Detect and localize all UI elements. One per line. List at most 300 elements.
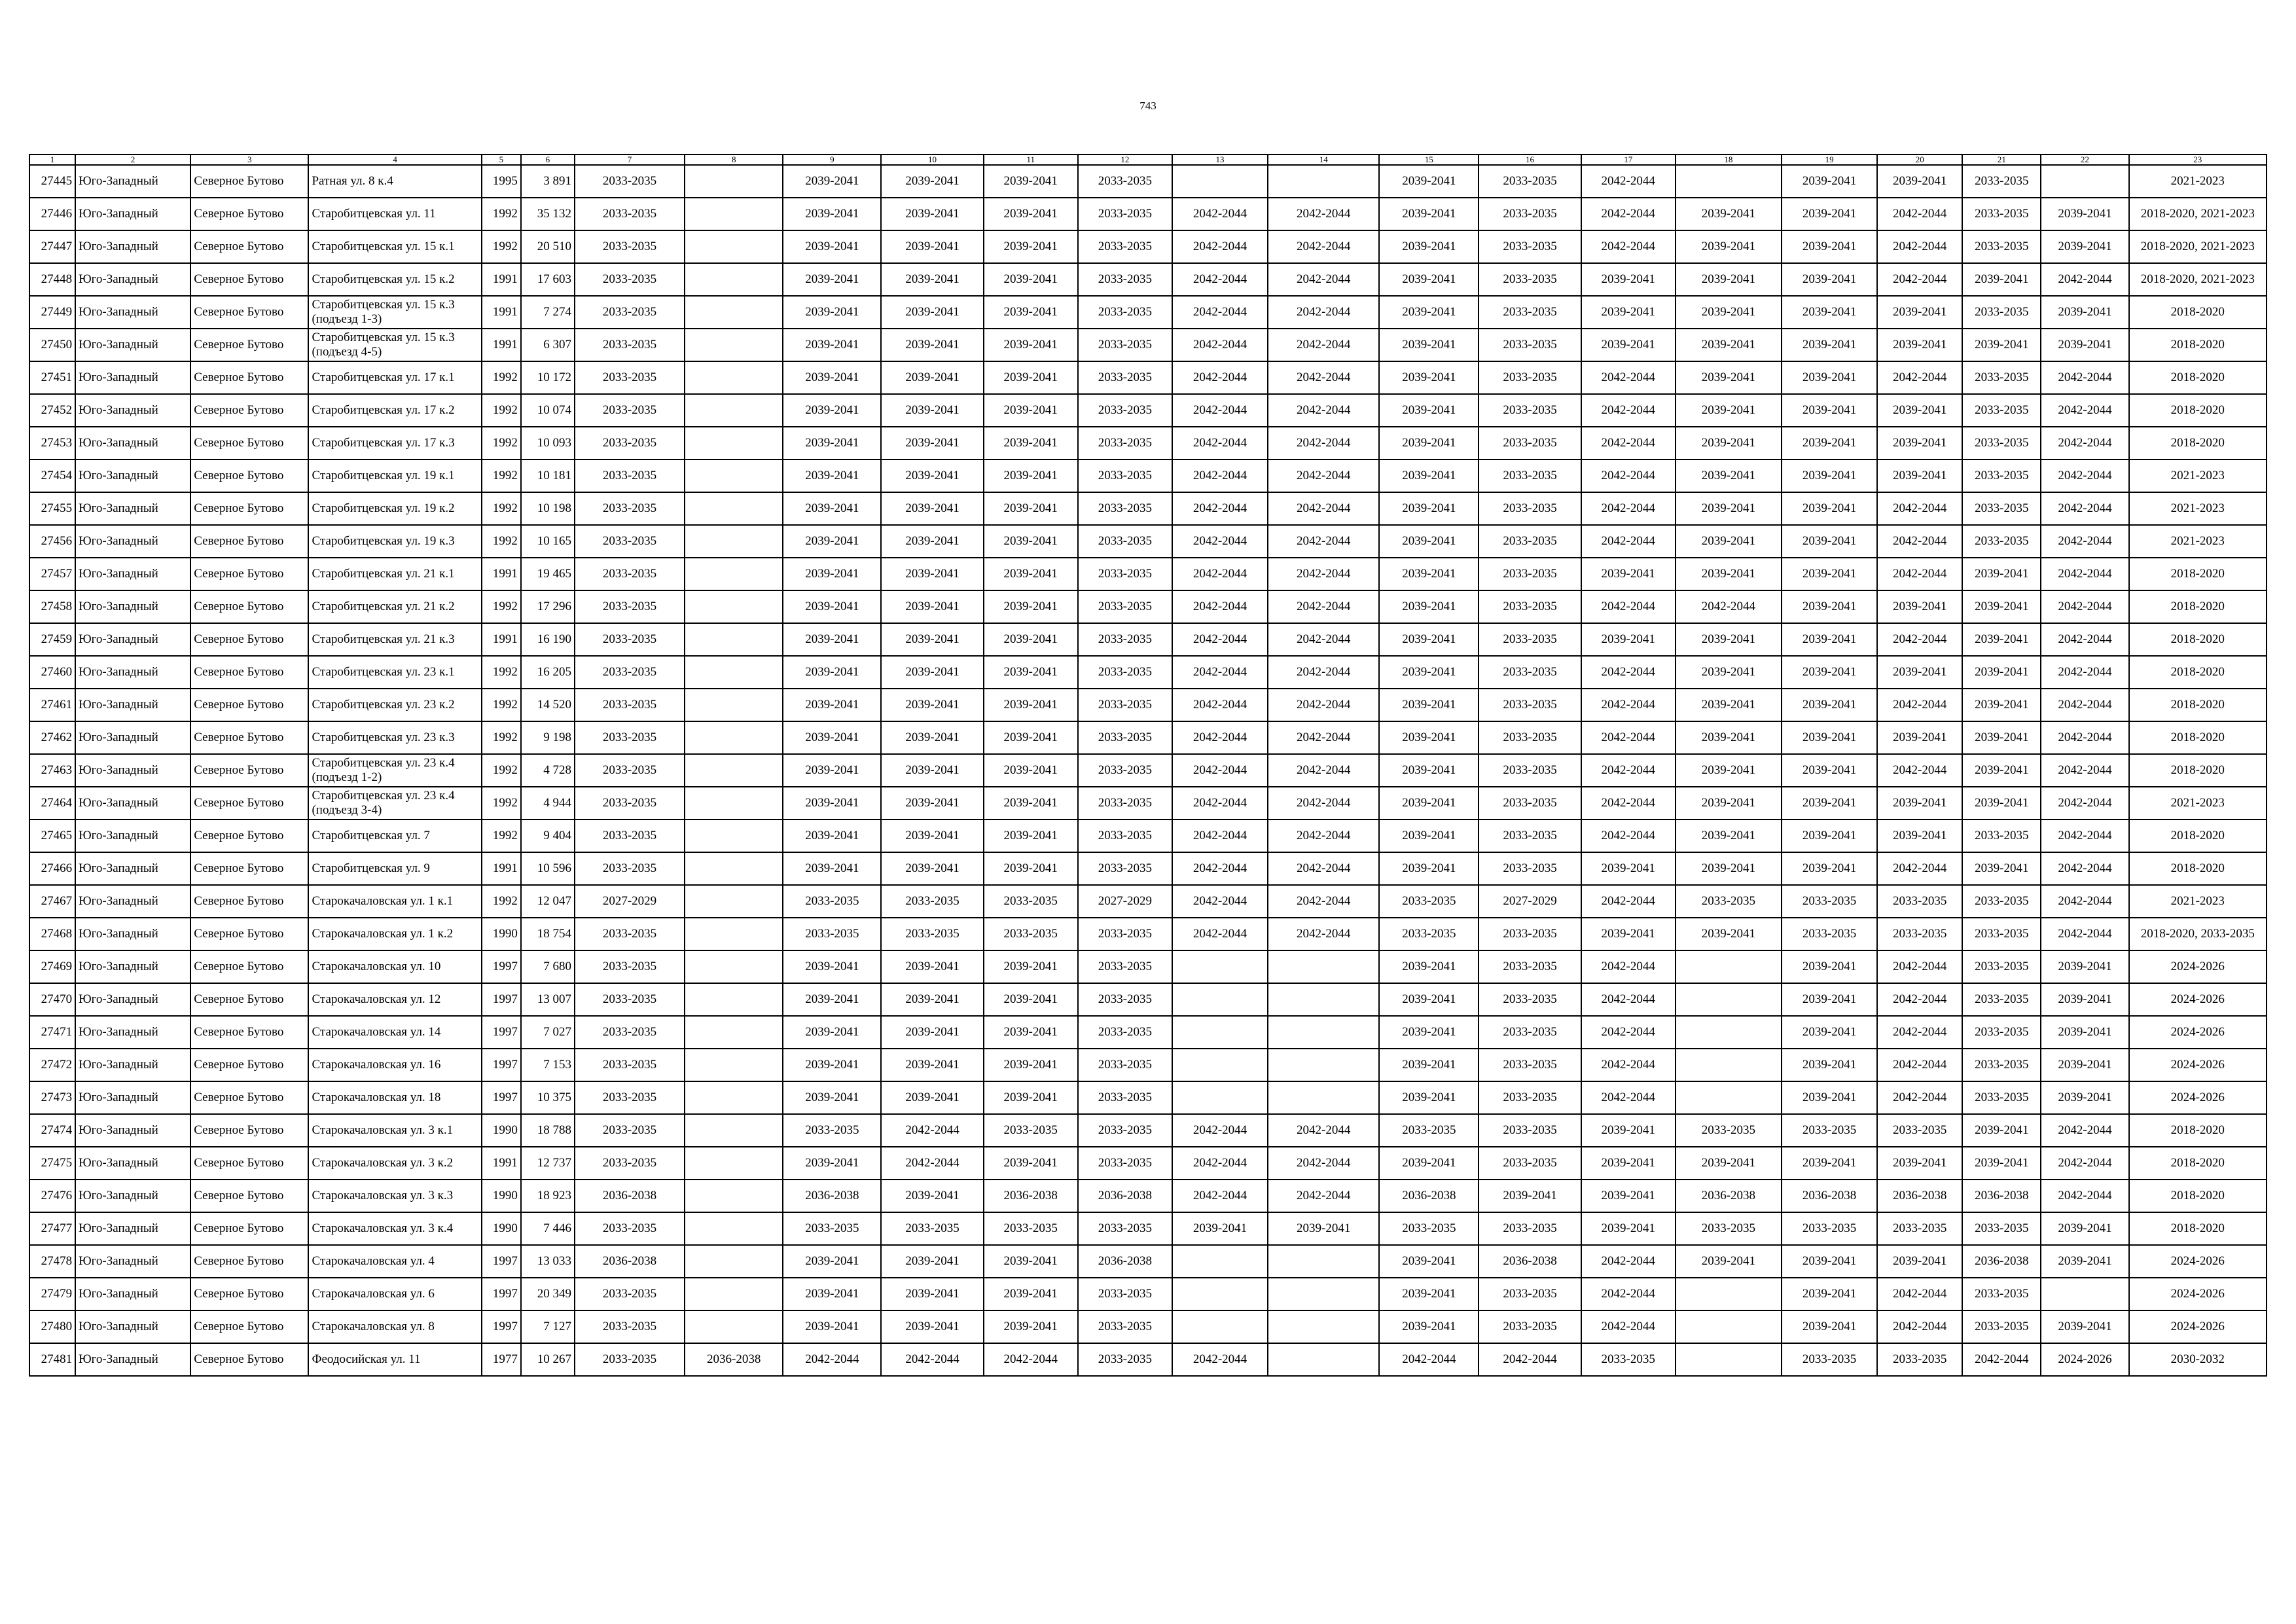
period-cell: 2042-2044	[1172, 623, 1268, 656]
period-cell: 2039-2041	[1379, 590, 1479, 623]
period-cell: 2042-2044	[1581, 885, 1676, 918]
period-cell: 2039-2041	[1676, 623, 1782, 656]
period-cell: 2033-2035	[1379, 1114, 1479, 1147]
period-cell	[1268, 165, 1379, 198]
table-row	[29, 1016, 2267, 1049]
period-cell: 2033-2035	[575, 1310, 685, 1343]
period-cell: 2039-2041	[1782, 263, 1877, 296]
period-cell: 2039-2041	[1782, 754, 1877, 787]
period-cell: 2042-2044	[1172, 1114, 1268, 1147]
period-cell: 2039-2041	[1877, 427, 1962, 460]
table-row	[29, 1081, 2267, 1114]
period-cell: 2018-2020, 2033-2035	[2129, 918, 2267, 950]
period-cell: 2042-2044	[1172, 525, 1268, 558]
period-cell: 2033-2035	[1479, 754, 1581, 787]
period-cell: 2042-2044	[1268, 852, 1379, 885]
year-built-cell: 1991	[482, 329, 521, 361]
period-cell: 2042-2044	[2041, 361, 2128, 394]
area-cell: Северное Бутово	[190, 950, 308, 983]
period-cell: 2042-2044	[1877, 1278, 1962, 1310]
row-id-cell: 27457	[29, 558, 75, 590]
area-value-cell: 18 923	[521, 1180, 575, 1212]
period-cell	[685, 885, 783, 918]
year-built-cell: 1991	[482, 558, 521, 590]
period-cell	[1172, 983, 1268, 1016]
period-cell: 2042-2044	[1268, 361, 1379, 394]
year-built-cell: 1991	[482, 296, 521, 329]
area-value-cell: 7 680	[521, 950, 575, 983]
period-cell: 2042-2044	[1581, 460, 1676, 492]
period-cell: 2039-2041	[2041, 198, 2128, 230]
period-cell: 2024-2026	[2129, 1016, 2267, 1049]
period-cell	[1172, 1081, 1268, 1114]
period-cell	[1676, 165, 1782, 198]
period-cell: 2039-2041	[1581, 1180, 1676, 1212]
period-cell: 2033-2035	[1479, 1212, 1581, 1245]
year-built-cell: 1991	[482, 852, 521, 885]
address-cell: Старокачаловская ул. 1 к.2	[308, 918, 481, 950]
period-cell: 2033-2035	[1479, 427, 1581, 460]
area-value-cell: 18 754	[521, 918, 575, 950]
period-cell: 2039-2041	[1676, 296, 1782, 329]
area-cell: Северное Бутово	[190, 1114, 308, 1147]
district-cell: Юго-Западный	[75, 623, 190, 656]
period-cell: 2039-2041	[1581, 918, 1676, 950]
period-cell: 2042-2044	[1172, 1180, 1268, 1212]
year-built-cell: 1991	[482, 1147, 521, 1180]
table-row	[29, 656, 2267, 689]
period-cell: 2033-2035	[1078, 820, 1172, 852]
address-cell: Старокачаловская ул. 3 к.4	[308, 1212, 481, 1245]
period-cell	[1268, 1049, 1379, 1081]
year-built-cell: 1992	[482, 525, 521, 558]
district-cell: Юго-Западный	[75, 787, 190, 820]
district-cell: Юго-Западный	[75, 1049, 190, 1081]
period-cell: 2039-2041	[1379, 230, 1479, 263]
period-cell: 2042-2044	[1877, 689, 1962, 721]
period-cell: 2033-2035	[1479, 492, 1581, 525]
period-cell: 2039-2041	[1782, 1147, 1877, 1180]
period-cell: 2018-2020	[2129, 656, 2267, 689]
period-cell: 2042-2044	[1172, 329, 1268, 361]
period-cell: 2039-2041	[1676, 558, 1782, 590]
period-cell: 2042-2044	[1581, 590, 1676, 623]
period-cell: 2039-2041	[2041, 983, 2128, 1016]
district-cell: Юго-Западный	[75, 950, 190, 983]
period-cell: 2036-2038	[1877, 1180, 1962, 1212]
period-cell	[685, 165, 783, 198]
period-cell: 2042-2044	[2041, 721, 2128, 754]
period-cell: 2036-2038	[1479, 1245, 1581, 1278]
period-cell: 2033-2035	[1962, 950, 2041, 983]
district-cell: Юго-Западный	[75, 590, 190, 623]
period-cell: 2033-2035	[1379, 885, 1479, 918]
column-number-header: 7	[575, 154, 685, 165]
area-value-cell: 4 944	[521, 787, 575, 820]
row-id-cell: 27464	[29, 787, 75, 820]
area-value-cell: 13 007	[521, 983, 575, 1016]
period-cell	[685, 230, 783, 263]
year-built-cell: 1992	[482, 689, 521, 721]
column-number-header: 14	[1268, 154, 1379, 165]
address-cell: Старобитцевская ул. 23 к.2	[308, 689, 481, 721]
period-cell: 2033-2035	[1479, 361, 1581, 394]
period-cell: 2039-2041	[783, 230, 881, 263]
year-built-cell: 1990	[482, 1212, 521, 1245]
district-cell: Юго-Западный	[75, 721, 190, 754]
period-cell: 2039-2041	[1962, 590, 2041, 623]
period-cell: 2018-2020	[2129, 1212, 2267, 1245]
table-row	[29, 721, 2267, 754]
area-value-cell: 9 404	[521, 820, 575, 852]
district-cell: Юго-Западный	[75, 460, 190, 492]
year-built-cell: 1997	[482, 1049, 521, 1081]
period-cell: 2033-2035	[984, 885, 1078, 918]
row-id-cell: 27480	[29, 1310, 75, 1343]
period-cell: 2039-2041	[1379, 820, 1479, 852]
table-row	[29, 918, 2267, 950]
period-cell: 2039-2041	[984, 1278, 1078, 1310]
period-cell: 2039-2041	[881, 590, 983, 623]
period-cell: 2033-2035	[575, 394, 685, 427]
period-cell: 2039-2041	[984, 754, 1078, 787]
period-cell: 2036-2038	[575, 1180, 685, 1212]
period-cell: 2033-2035	[1479, 165, 1581, 198]
period-cell: 2042-2044	[1268, 656, 1379, 689]
year-built-cell: 1991	[482, 623, 521, 656]
period-cell	[1172, 1049, 1268, 1081]
period-cell: 2042-2044	[1172, 492, 1268, 525]
period-cell: 2042-2044	[1581, 394, 1676, 427]
period-cell: 2033-2035	[1479, 525, 1581, 558]
period-cell: 2042-2044	[1379, 1343, 1479, 1376]
period-cell: 2039-2041	[783, 394, 881, 427]
area-value-cell: 20 510	[521, 230, 575, 263]
area-cell: Северное Бутово	[190, 918, 308, 950]
period-cell: 2042-2044	[2041, 590, 2128, 623]
year-built-cell: 1990	[482, 1180, 521, 1212]
period-cell: 2039-2041	[1379, 165, 1479, 198]
period-cell: 2033-2035	[1782, 1343, 1877, 1376]
period-cell: 2018-2020	[2129, 329, 2267, 361]
period-cell: 2042-2044	[1268, 623, 1379, 656]
period-cell: 2036-2038	[1078, 1245, 1172, 1278]
column-number-header: 20	[1877, 154, 1962, 165]
column-number-header: 10	[881, 154, 983, 165]
period-cell	[2041, 1278, 2128, 1310]
period-cell	[685, 492, 783, 525]
address-cell: Феодосийская ул. 11	[308, 1343, 481, 1376]
period-cell: 2039-2041	[881, 820, 983, 852]
period-cell: 2039-2041	[1782, 590, 1877, 623]
period-cell: 2033-2035	[1078, 1081, 1172, 1114]
district-cell: Юго-Западный	[75, 689, 190, 721]
address-cell: Старобитцевская ул. 11	[308, 198, 481, 230]
period-cell: 2042-2044	[2041, 656, 2128, 689]
period-cell: 2042-2044	[1172, 296, 1268, 329]
area-value-cell: 10 267	[521, 1343, 575, 1376]
period-cell: 2033-2035	[1479, 983, 1581, 1016]
column-number-header: 15	[1379, 154, 1479, 165]
period-cell: 2033-2035	[575, 1343, 685, 1376]
period-cell: 2033-2035	[1581, 1343, 1676, 1376]
period-cell: 2042-2044	[2041, 394, 2128, 427]
period-cell: 2042-2044	[2041, 525, 2128, 558]
period-cell: 2036-2038	[1379, 1180, 1479, 1212]
year-built-cell: 1992	[482, 656, 521, 689]
period-cell: 2039-2041	[984, 689, 1078, 721]
period-cell: 2039-2041	[1782, 1081, 1877, 1114]
period-cell: 2036-2038	[1078, 1180, 1172, 1212]
period-cell: 2033-2035	[1479, 263, 1581, 296]
period-cell: 2042-2044	[984, 1343, 1078, 1376]
area-value-cell: 7 446	[521, 1212, 575, 1245]
period-cell: 2033-2035	[1479, 558, 1581, 590]
column-number-row	[29, 154, 2267, 165]
period-cell	[1676, 983, 1782, 1016]
period-cell: 2039-2041	[881, 623, 983, 656]
period-cell: 2033-2035	[1962, 885, 2041, 918]
period-cell: 2033-2035	[1962, 525, 2041, 558]
period-cell: 2021-2023	[2129, 165, 2267, 198]
district-cell: Юго-Западный	[75, 165, 190, 198]
period-cell: 2039-2041	[881, 492, 983, 525]
period-cell: 2042-2044	[1877, 1310, 1962, 1343]
period-cell: 2039-2041	[984, 361, 1078, 394]
period-cell: 2024-2026	[2129, 1081, 2267, 1114]
period-cell: 2042-2044	[1172, 820, 1268, 852]
period-cell: 2033-2035	[1078, 558, 1172, 590]
period-cell: 2039-2041	[2041, 950, 2128, 983]
period-cell	[1268, 1310, 1379, 1343]
period-cell: 2039-2041	[881, 689, 983, 721]
period-cell: 2039-2041	[1782, 1278, 1877, 1310]
address-cell: Старобитцевская ул. 17 к.2	[308, 394, 481, 427]
period-cell: 2042-2044	[1268, 918, 1379, 950]
period-cell: 2039-2041	[881, 296, 983, 329]
period-cell: 2033-2035	[1962, 230, 2041, 263]
period-cell: 2039-2041	[881, 754, 983, 787]
period-cell: 2042-2044	[881, 1343, 983, 1376]
period-cell: 2039-2041	[1782, 165, 1877, 198]
district-cell: Юго-Западный	[75, 525, 190, 558]
period-cell: 2039-2041	[1782, 525, 1877, 558]
area-value-cell: 7 127	[521, 1310, 575, 1343]
period-cell: 2033-2035	[1479, 721, 1581, 754]
period-cell: 2039-2041	[1268, 1212, 1379, 1245]
table-row	[29, 885, 2267, 918]
period-cell: 2039-2041	[1379, 754, 1479, 787]
period-cell: 2039-2041	[1962, 656, 2041, 689]
period-cell: 2039-2041	[1581, 296, 1676, 329]
period-cell: 2039-2041	[1676, 721, 1782, 754]
area-value-cell: 16 190	[521, 623, 575, 656]
area-cell: Северное Бутово	[190, 460, 308, 492]
period-cell: 2042-2044	[1172, 787, 1268, 820]
period-cell: 2033-2035	[1479, 1114, 1581, 1147]
column-number-header: 2	[75, 154, 190, 165]
period-cell: 2039-2041	[984, 427, 1078, 460]
year-built-cell: 1992	[482, 721, 521, 754]
period-cell: 2018-2020	[2129, 689, 2267, 721]
address-cell: Ратная ул. 8 к.4	[308, 165, 481, 198]
period-cell: 2033-2035	[575, 950, 685, 983]
address-cell: Старобитцевская ул. 15 к.1	[308, 230, 481, 263]
period-cell: 2033-2035	[881, 918, 983, 950]
period-cell: 2033-2035	[1078, 1049, 1172, 1081]
period-cell: 2030-2032	[2129, 1343, 2267, 1376]
period-cell: 2039-2041	[1379, 1245, 1479, 1278]
period-cell: 2042-2044	[1877, 492, 1962, 525]
period-cell: 2039-2041	[984, 1049, 1078, 1081]
period-cell: 2042-2044	[1581, 1081, 1676, 1114]
area-cell: Северное Бутово	[190, 525, 308, 558]
period-cell: 2033-2035	[1078, 852, 1172, 885]
period-cell: 2033-2035	[1676, 1212, 1782, 1245]
period-cell: 2018-2020	[2129, 394, 2267, 427]
period-cell: 2042-2044	[1877, 1049, 1962, 1081]
area-cell: Северное Бутово	[190, 1278, 308, 1310]
period-cell: 2039-2041	[1782, 198, 1877, 230]
area-cell: Северное Бутово	[190, 1147, 308, 1180]
period-cell: 2018-2020	[2129, 427, 2267, 460]
period-cell: 2018-2020, 2021-2023	[2129, 198, 2267, 230]
period-cell: 2033-2035	[1078, 754, 1172, 787]
period-cell: 2039-2041	[881, 1310, 983, 1343]
area-value-cell: 10 181	[521, 460, 575, 492]
period-cell: 2042-2044	[1877, 198, 1962, 230]
period-cell: 2042-2044	[1962, 1343, 2041, 1376]
period-cell: 2039-2041	[2041, 1245, 2128, 1278]
address-cell: Старобитцевская ул. 23 к.3	[308, 721, 481, 754]
period-cell: 2039-2041	[881, 361, 983, 394]
period-cell	[685, 263, 783, 296]
district-cell: Юго-Западный	[75, 918, 190, 950]
period-cell: 2042-2044	[1581, 525, 1676, 558]
period-cell: 2042-2044	[2041, 787, 2128, 820]
period-cell: 2042-2044	[1268, 492, 1379, 525]
period-cell: 2024-2026	[2129, 1049, 2267, 1081]
period-cell	[685, 427, 783, 460]
period-cell: 2042-2044	[1172, 394, 1268, 427]
period-cell: 2042-2044	[1581, 1310, 1676, 1343]
column-number-header: 16	[1479, 154, 1581, 165]
period-cell: 2033-2035	[1078, 165, 1172, 198]
district-cell: Юго-Западный	[75, 1343, 190, 1376]
period-cell: 2033-2035	[1962, 918, 2041, 950]
period-cell: 2042-2044	[2041, 492, 2128, 525]
column-number-header: 8	[685, 154, 783, 165]
period-cell	[685, 460, 783, 492]
period-cell: 2033-2035	[1078, 656, 1172, 689]
period-cell: 2042-2044	[1877, 983, 1962, 1016]
address-cell: Старокачаловская ул. 3 к.1	[308, 1114, 481, 1147]
row-id-cell: 27481	[29, 1343, 75, 1376]
period-cell: 2039-2041	[984, 230, 1078, 263]
area-value-cell: 10 074	[521, 394, 575, 427]
period-cell: 2042-2044	[1268, 296, 1379, 329]
area-cell: Северное Бутово	[190, 754, 308, 787]
table-row	[29, 1114, 2267, 1147]
area-value-cell: 7 153	[521, 1049, 575, 1081]
period-cell: 2039-2041	[1782, 394, 1877, 427]
period-cell: 2033-2035	[575, 820, 685, 852]
period-cell: 2033-2035	[1962, 820, 2041, 852]
row-id-cell: 27451	[29, 361, 75, 394]
period-cell: 2018-2020, 2021-2023	[2129, 230, 2267, 263]
period-cell: 2042-2044	[1172, 263, 1268, 296]
period-cell: 2042-2044	[1581, 230, 1676, 263]
period-cell	[685, 1180, 783, 1212]
period-cell: 2042-2044	[1268, 1180, 1379, 1212]
period-cell: 2039-2041	[783, 427, 881, 460]
period-cell: 2039-2041	[1676, 361, 1782, 394]
period-cell: 2039-2041	[984, 165, 1078, 198]
area-cell: Северное Бутово	[190, 689, 308, 721]
row-id-cell: 27466	[29, 852, 75, 885]
period-cell: 2018-2020	[2129, 361, 2267, 394]
period-cell: 2033-2035	[1078, 1212, 1172, 1245]
area-cell: Северное Бутово	[190, 885, 308, 918]
area-cell: Северное Бутово	[190, 1049, 308, 1081]
period-cell: 2039-2041	[1379, 558, 1479, 590]
year-built-cell: 1992	[482, 820, 521, 852]
period-cell	[1676, 1049, 1782, 1081]
period-cell: 2033-2035	[575, 983, 685, 1016]
period-cell: 2033-2035	[1962, 983, 2041, 1016]
row-id-cell: 27458	[29, 590, 75, 623]
address-cell: Старобитцевская ул. 7	[308, 820, 481, 852]
period-cell	[685, 689, 783, 721]
period-cell	[1268, 1245, 1379, 1278]
period-cell	[685, 590, 783, 623]
period-cell: 2033-2035	[1078, 623, 1172, 656]
period-cell: 2039-2041	[1962, 1147, 2041, 1180]
period-cell: 2039-2041	[1877, 460, 1962, 492]
period-cell: 2039-2041	[1379, 263, 1479, 296]
period-cell	[685, 394, 783, 427]
period-cell: 2018-2020, 2021-2023	[2129, 263, 2267, 296]
period-cell: 2039-2041	[1782, 689, 1877, 721]
period-cell: 2039-2041	[881, 1081, 983, 1114]
period-cell: 2039-2041	[1676, 492, 1782, 525]
period-cell: 2042-2044	[1268, 754, 1379, 787]
period-cell: 2039-2041	[1782, 623, 1877, 656]
period-cell: 2039-2041	[881, 525, 983, 558]
period-cell: 2039-2041	[881, 656, 983, 689]
period-cell: 2042-2044	[1172, 852, 1268, 885]
period-cell: 2039-2041	[1676, 427, 1782, 460]
area-value-cell: 6 307	[521, 329, 575, 361]
period-cell: 2042-2044	[1877, 754, 1962, 787]
period-cell: 2039-2041	[783, 1016, 881, 1049]
period-cell	[1172, 1278, 1268, 1310]
period-cell: 2033-2035	[1078, 329, 1172, 361]
period-cell: 2039-2041	[1877, 1245, 1962, 1278]
period-cell: 2033-2035	[575, 1147, 685, 1180]
period-cell: 2039-2041	[1581, 558, 1676, 590]
period-cell: 2042-2044	[1581, 492, 1676, 525]
column-number-header: 23	[2129, 154, 2267, 165]
address-cell: Старокачаловская ул. 6	[308, 1278, 481, 1310]
period-cell	[1268, 1081, 1379, 1114]
period-cell: 2042-2044	[2041, 427, 2128, 460]
period-cell: 2033-2035	[1078, 492, 1172, 525]
period-cell: 2033-2035	[575, 754, 685, 787]
period-cell: 2039-2041	[1581, 1147, 1676, 1180]
period-cell: 2036-2038	[575, 1245, 685, 1278]
period-cell: 2039-2041	[881, 329, 983, 361]
